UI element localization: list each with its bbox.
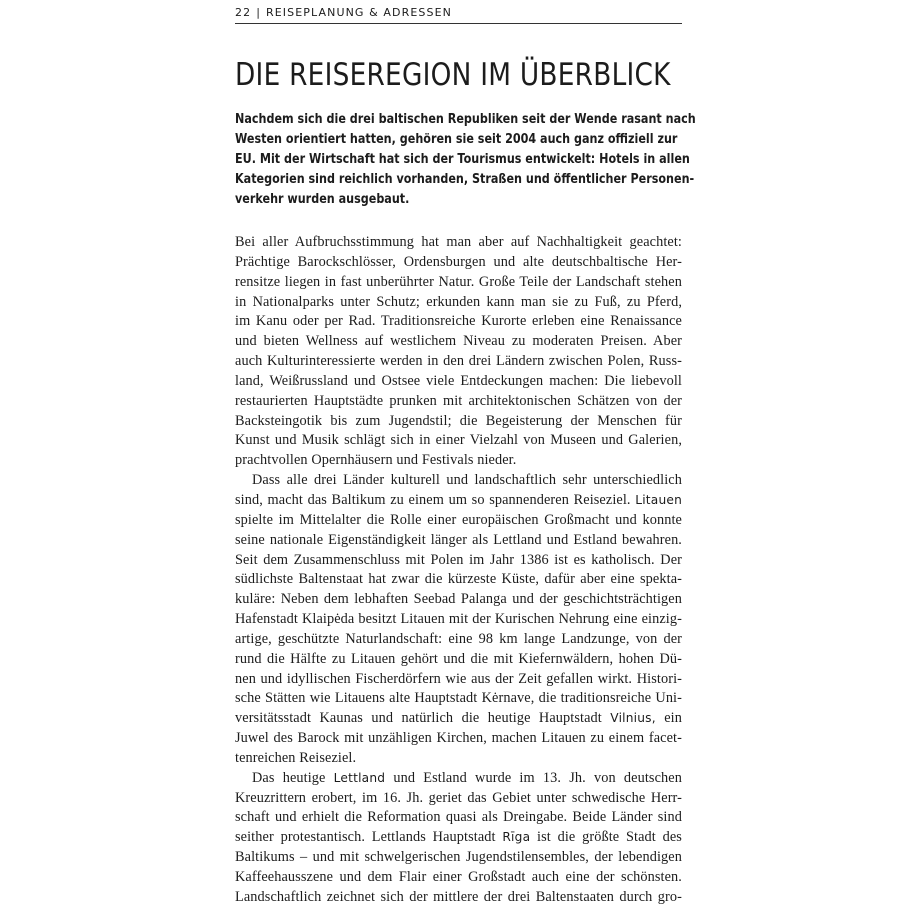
body-text-run: Das heutige: [252, 769, 326, 786]
body-line: land, Weißrussland und Ostsee viele Entdeckungen machen: Die liebevoll: [235, 372, 682, 389]
body-line: und bieten Wellness auf westlichem Niveau zu moderaten Preisen. Aber: [235, 333, 682, 350]
keyword-vilnius: Vilnius,: [610, 711, 656, 726]
body-text-run: ein: [664, 710, 682, 727]
keyword-lettland: Lettland: [333, 770, 386, 785]
header-separator: |: [256, 6, 262, 19]
body-line: Backsteingotik bis zum Jugendstil; die Begeisterung der Menschen für: [235, 412, 682, 429]
body-text-run: und Estland wurde im 13. Jh. von deutschen: [393, 769, 682, 786]
body-line: Landschaftlich zeichnet sich der mittlere der drei Baltenstaaten durch gro-: [235, 888, 682, 905]
body-line: restaurierten Hauptstädte prunken mit architektonischen Schätzen von der: [235, 392, 682, 409]
body-line: Seit dem Zusammenschluss mit Polen im Jahr 1386 ist es katholisch. Der: [235, 551, 682, 568]
body-line: kuläre: Neben dem lebhaften Seebad Palanga und der geschichtsträchtigen: [235, 591, 682, 608]
body-line: [235, 828, 682, 848]
body-line: spielte im Mittelalter die Rolle einer europäischen Großmacht und konnte: [235, 511, 682, 528]
body-line: Dass alle drei Länder kulturell und landschaftlich sehr unterschiedlich: [252, 472, 682, 489]
page-number: 22: [235, 6, 252, 19]
running-head: [235, 4, 682, 24]
lead-paragraph: [235, 110, 696, 210]
keyword-litauen: Litauen: [635, 492, 682, 507]
body-line: [235, 769, 682, 789]
lead-line: verkehr wurden ausgebaut.: [235, 192, 410, 207]
body-text-run: seither protestantisch. Lettlands Hauptstadt: [235, 829, 496, 846]
body-line: südlichste Baltenstaat hat zwar die kürzeste Küste, dafür aber eine spekta-: [235, 571, 682, 588]
lead-line: Nachdem sich die drei baltischen Republiken seit der Wende rasant nach: [235, 112, 696, 127]
body-line: rensitze liegen in fast unberührter Natur. Große Teile der Landschaft stehen: [235, 273, 682, 290]
body-line: Bei aller Aufbruchsstimmung hat man aber auf Nachhaltigkeit geachtet:: [235, 234, 682, 250]
body-line: Baltikums – und mit schwelgerischen Jugendstilensembles, der lebendigen: [235, 849, 682, 866]
body-line: seine nationale Eigenständigkeit länger als Lettland und Estland bewahren.: [235, 531, 682, 548]
page-title: DIE REISEREGION IM ÜBERBLICK: [235, 57, 671, 93]
body-line: artige, geschützte Naturlandschaft: eine 98 km lange Landzunge, von der: [235, 630, 682, 647]
body-line: Kaffeehausszene und dem Flair einer Großstadt auch eine der schönsten.: [235, 869, 682, 885]
body-line: sche Stätten wie Litauens alte Hauptstadt Kėrnave, die traditionsreiche Uni-: [235, 690, 682, 707]
section-title: REISEPLANUNG & ADRESSEN: [266, 6, 452, 19]
body-line: prachtvollen Opernhäusern und Festivals nieder.: [235, 452, 517, 469]
body-line: [235, 491, 682, 511]
keyword-riga: Rīga: [502, 830, 531, 845]
body-line: schaft und erhielt die Reformation quasi als Dreingabe. Beide Länder sind: [235, 809, 682, 826]
body-line: nen und idyllischen Fischerdörfern wie aus der Zeit gefallen wirkt. Histori-: [235, 670, 682, 687]
body-line: auch Kulturinteressierte werden in den drei Ländern zwischen Polen, Russ-: [235, 353, 682, 370]
body-text: [235, 233, 682, 908]
body-text-run: ist die größte Stadt des: [537, 829, 682, 846]
body-line: im Kanu oder per Rad. Traditionsreiche Kurorte erleben eine Renaissance: [235, 313, 682, 330]
body-line: Hafenstadt Klaipėda besitzt Litauen mit der Kurischen Nehrung eine einzig-: [235, 611, 682, 628]
body-line: tenreichen Reiseziel.: [235, 749, 357, 766]
body-line: rund die Hälfte zu Litauen gehört und die mit Kiefernwäldern, hohen Dü-: [235, 650, 682, 667]
body-text-run: versitätsstadt Kaunas und natürlich die heutige Hauptstadt: [235, 710, 602, 727]
body-line: [235, 709, 682, 729]
body-text-run: sind, macht das Baltikum zu einem um so spannenderen Reiseziel.: [235, 491, 631, 508]
lead-line: Kategorien sind reichlich vorhanden, Straßen und öffentlicher Personen-: [235, 172, 695, 187]
body-line: Prächtige Barockschlösser, Ordensburgen und alte deutschbaltische Her-: [235, 253, 682, 270]
lead-line: Westen orientiert hatten, gehören sie seit 2004 auch ganz offiziell zur: [235, 132, 678, 147]
body-line: Juwel des Barock mit unzähligen Kirchen, machen Litauen zu einem facet-: [235, 730, 682, 747]
body-line: Kreuzrittern erobert, im 16. Jh. geriet das Gebiet unter schwedische Herr-: [235, 789, 682, 806]
lead-line: EU. Mit der Wirtschaft hat sich der Tourismus entwickelt: Hotels in allen: [235, 152, 690, 167]
body-line: in Nationalparks unter Schutz; erkunden kann man sie zu Fuß, zu Pferd,: [235, 293, 682, 310]
body-line: Kunst und Musik schlägt sich in einer Vielzahl von Museen und Galerien,: [235, 432, 682, 449]
